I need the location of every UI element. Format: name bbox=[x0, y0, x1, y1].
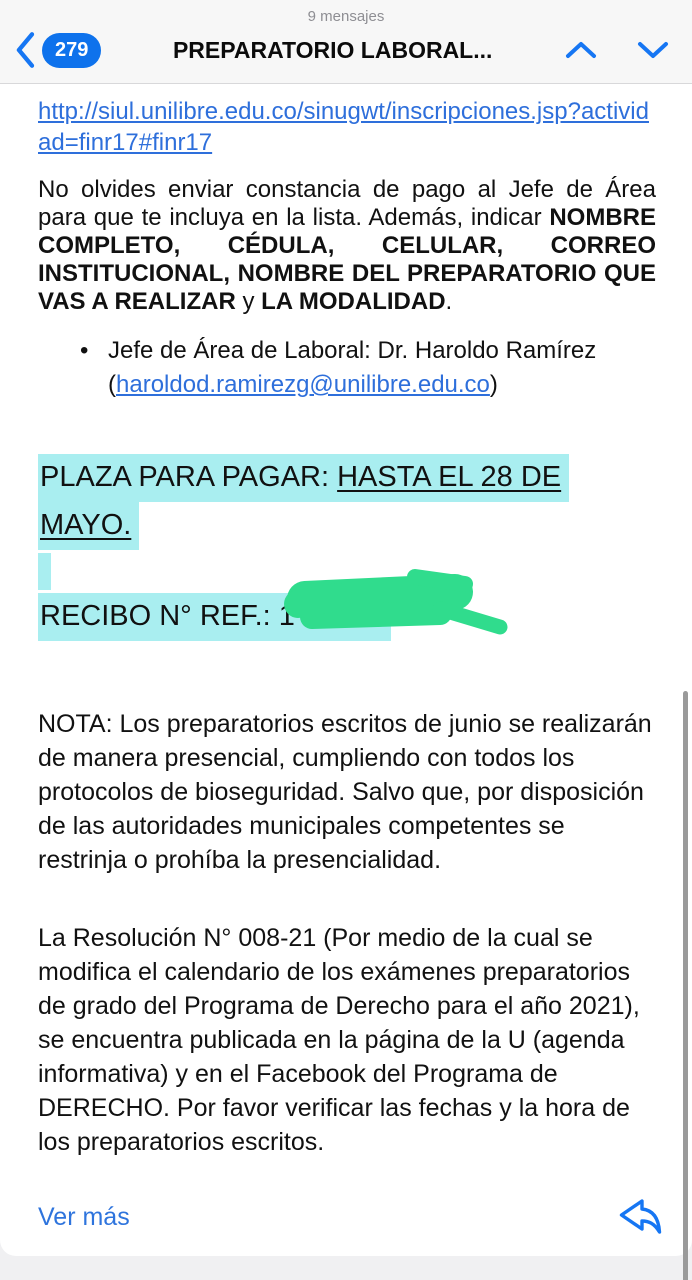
payment-deadline-highlight bbox=[38, 454, 656, 550]
see-more-link[interactable]: Ver más bbox=[38, 1202, 130, 1231]
scrollbar[interactable] bbox=[683, 691, 688, 1280]
chevron-down-icon[interactable] bbox=[636, 39, 670, 61]
message-footer bbox=[38, 1196, 662, 1238]
deadline-label: PLAZA PARA PAGAR: bbox=[40, 461, 338, 493]
header-row bbox=[0, 24, 692, 76]
mail-header-bar bbox=[0, 0, 692, 84]
nota-paragraph: NOTA: Los preparatorios escritos de junio se realizarán de manera presencial, cumpliendo con todos los protocolos de bioseguridad. Salvo que, por disposición de las autoridades municipales competentes se restrinja o prohíba la presencialidad. bbox=[38, 710, 652, 874]
payment-note-conjunction: y bbox=[235, 288, 262, 315]
thread-title: PREPARATORIO LABORAL... bbox=[172, 36, 493, 63]
list-item bbox=[38, 334, 656, 402]
deadline-date-part2: MAYO. bbox=[38, 502, 139, 550]
receipt-reference-row bbox=[38, 593, 656, 641]
thread-message-count: 9 mensajes bbox=[307, 8, 385, 25]
contacts-list bbox=[38, 334, 656, 402]
payment-note-text: No olvides enviar constancia de pago al Jefe de Área para que te incluya en la lista. Además, indicar bbox=[38, 176, 656, 231]
unread-count-badge: 279 bbox=[42, 33, 101, 68]
deadline-line-1 bbox=[38, 454, 569, 502]
payment-note-period: . bbox=[445, 288, 453, 315]
registration-link-block bbox=[38, 96, 656, 158]
reply-icon[interactable] bbox=[616, 1196, 662, 1238]
registration-link[interactable]: http://siul.unilibre.edu.co/sinugwt/inscripciones.jsp?actividad=finr17#finr17 bbox=[38, 98, 649, 156]
chevron-up-icon[interactable] bbox=[564, 39, 598, 61]
resolution-paragraph: La Resolución N° 008-21 (Por medio de la cual se modifica el calendario de los exámenes preparatorios de grado del Programa de Derecho para el año 2021), se encuentra publicada en la página de la U (agenda informativa) y en el Facebook del Programa de DERECHO. Por favor verificar las fechas y la hora de los preparatorios escritos. bbox=[38, 924, 640, 1156]
contact-text-close: ) bbox=[489, 371, 498, 398]
receipt-reference-label: RECIBO N° REF.: 1 bbox=[38, 593, 391, 641]
contact-text: Jefe de Área de Laboral: Dr. Haroldo Ramírez ( bbox=[108, 337, 597, 398]
modality-bold: LA MODALIDAD bbox=[261, 288, 446, 315]
empty-highlight-bar bbox=[38, 553, 51, 590]
chevron-left-icon bbox=[12, 30, 38, 70]
bullet-icon: • bbox=[80, 337, 89, 364]
payment-instructions-paragraph bbox=[38, 176, 656, 316]
contact-email-link[interactable]: haroldod.ramirezg@unilibre.edu.co bbox=[116, 371, 490, 398]
deadline-date-part1: HASTA EL 28 DE bbox=[337, 461, 562, 493]
required-info-bold: NOMBRE COMPLETO, CÉDULA, CELULAR, CORREO INSTITUCIONAL, NOMBRE DEL PREPARATORIO QUE VAS A REALIZAR bbox=[38, 204, 656, 315]
area-chief-contact bbox=[108, 334, 656, 402]
back-button[interactable] bbox=[12, 30, 101, 70]
email-body bbox=[0, 84, 692, 1256]
message-nav bbox=[564, 39, 670, 61]
